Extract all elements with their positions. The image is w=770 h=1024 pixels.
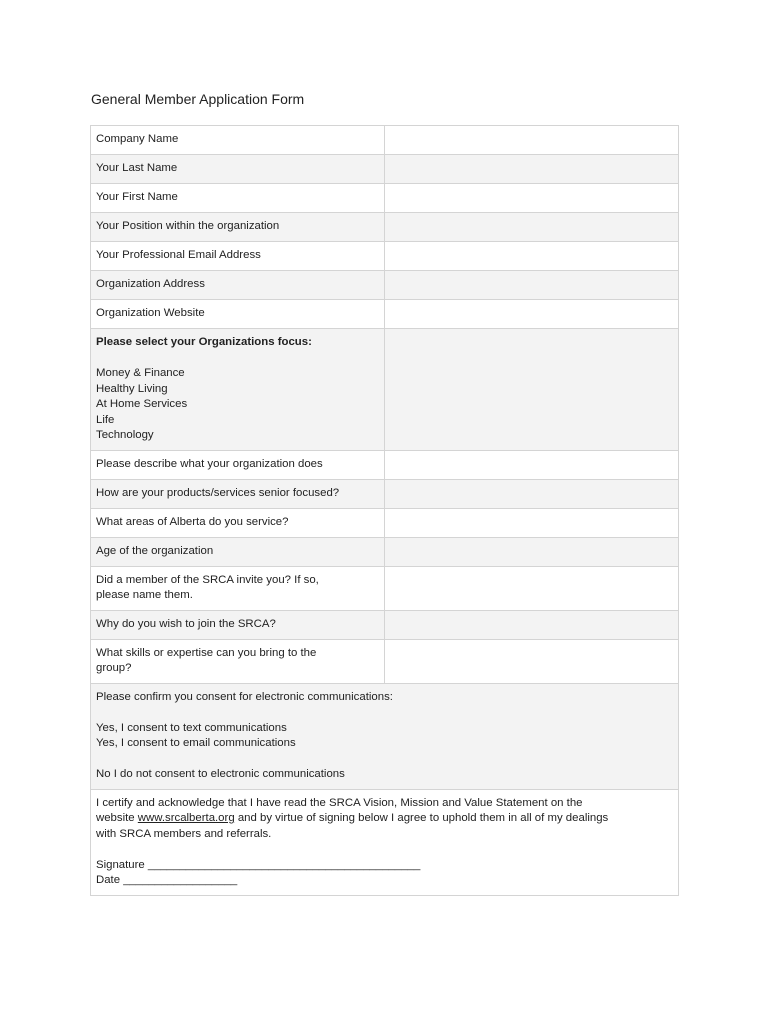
company-name-label: Company Name — [91, 126, 385, 155]
skills-field[interactable] — [384, 639, 678, 683]
position-field[interactable] — [384, 213, 678, 242]
focus-option-technology[interactable]: Technology — [96, 429, 154, 441]
table-row — [91, 508, 679, 537]
application-form-table — [90, 125, 679, 896]
table-row — [91, 450, 679, 479]
skills-label — [91, 639, 385, 683]
certify-website-suffix: and by virtue of signing below I agree to uphold them in all of my dealings — [234, 812, 609, 824]
table-row — [91, 683, 679, 789]
last-name-field[interactable] — [384, 155, 678, 184]
invited-label-line-2: please name them. — [96, 589, 193, 601]
consent-no-option[interactable]: No I do not consent to electronic communications — [96, 768, 345, 780]
table-row — [91, 639, 679, 683]
org-website-field[interactable] — [384, 300, 678, 329]
certify-text-line-2 — [96, 811, 673, 827]
focus-option-money-finance[interactable]: Money & Finance — [96, 367, 185, 379]
focus-option-healthy-living[interactable]: Healthy Living — [96, 382, 168, 395]
table-row — [91, 329, 679, 451]
focus-label — [91, 329, 385, 451]
certify-text-line-3: with SRCA members and referrals. — [96, 827, 272, 840]
signature-line[interactable]: Signature ___________________________________________ — [96, 858, 421, 871]
last-name-label: Your Last Name — [91, 155, 385, 184]
table-row — [91, 242, 679, 271]
org-website-label: Organization Website — [91, 300, 385, 329]
invited-label-line-1: Did a member of the SRCA invite you? If so, — [96, 573, 319, 586]
email-label: Your Professional Email Address — [91, 242, 385, 271]
table-row — [91, 300, 679, 329]
org-address-field[interactable] — [384, 271, 678, 300]
focus-option-at-home-services[interactable]: At Home Services — [96, 398, 188, 410]
skills-label-line-1: What skills or expertise can you bring to the — [96, 646, 317, 659]
consent-heading: Please confirm you consent for electronic communications: — [96, 690, 393, 703]
certify-text-line-1: I certify and acknowledge that I have read the SRCA Vision, Mission and Value Statement on the — [96, 796, 583, 809]
table-row — [91, 126, 679, 155]
invited-label — [91, 566, 385, 610]
invited-field[interactable] — [384, 566, 678, 610]
describe-field[interactable] — [384, 450, 678, 479]
areas-label: What areas of Alberta do you service? — [91, 508, 385, 537]
age-field[interactable] — [384, 537, 678, 566]
focus-heading: Please select your Organizations focus: — [96, 336, 312, 348]
consent-email-option[interactable]: Yes, I consent to email communications — [96, 737, 296, 749]
table-row — [91, 537, 679, 566]
certify-section — [91, 789, 679, 895]
table-row — [91, 184, 679, 213]
consent-section — [91, 683, 679, 789]
consent-text-option[interactable]: Yes, I consent to text communications — [96, 721, 287, 734]
table-row — [91, 271, 679, 300]
srca-website-link[interactable]: www.srcalberta.org — [137, 812, 235, 824]
form-title: General Member Application Form — [91, 91, 305, 107]
focus-option-life[interactable]: Life — [96, 413, 115, 426]
email-field[interactable] — [384, 242, 678, 271]
senior-focused-label: How are your products/services senior focused? — [91, 479, 385, 508]
age-label: Age of the organization — [91, 537, 385, 566]
focus-field[interactable] — [384, 329, 678, 451]
areas-field[interactable] — [384, 508, 678, 537]
first-name-label: Your First Name — [91, 184, 385, 213]
table-row — [91, 610, 679, 639]
position-label: Your Position within the organization — [91, 213, 385, 242]
table-row — [91, 479, 679, 508]
table-row — [91, 213, 679, 242]
describe-label: Please describe what your organization does — [91, 450, 385, 479]
table-row — [91, 566, 679, 610]
date-line[interactable]: Date __________________ — [96, 874, 238, 886]
company-name-field[interactable] — [384, 126, 678, 155]
why-join-field[interactable] — [384, 610, 678, 639]
org-address-label: Organization Address — [91, 271, 385, 300]
table-row — [91, 789, 679, 895]
why-join-label: Why do you wish to join the SRCA? — [91, 610, 385, 639]
certify-website-prefix: website — [96, 812, 138, 824]
first-name-field[interactable] — [384, 184, 678, 213]
table-row — [91, 155, 679, 184]
skills-label-line-2: group? — [96, 662, 132, 674]
senior-focused-field[interactable] — [384, 479, 678, 508]
